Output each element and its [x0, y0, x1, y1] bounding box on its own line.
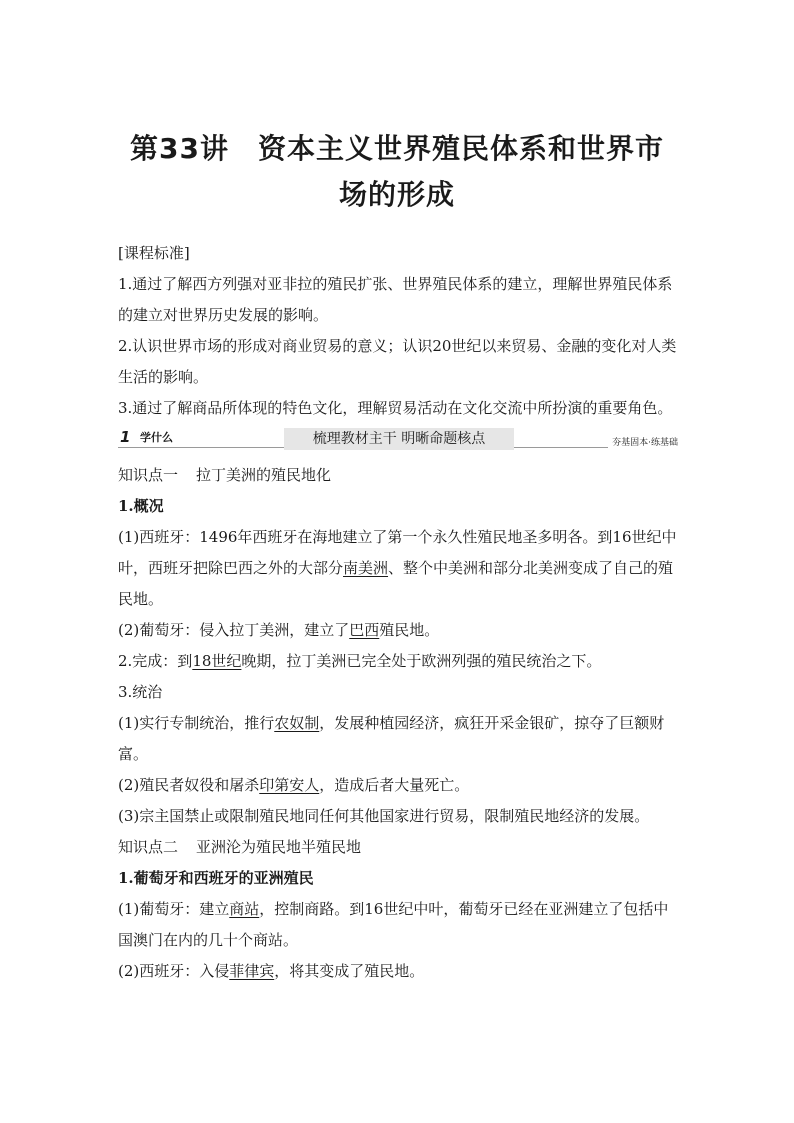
blank-answer: 菲律宾	[229, 962, 275, 980]
number-one-icon: 1	[120, 428, 131, 446]
blank-answer: 巴西	[349, 621, 380, 639]
kp1-heading-index: 知识点一	[118, 466, 179, 484]
text-run: ，将其变成了殖民地。	[274, 962, 425, 980]
banner-left-label: 学什么	[140, 431, 173, 444]
section-banner	[118, 426, 678, 456]
blank-answer: 农奴制	[274, 714, 320, 732]
banner-left	[120, 428, 173, 446]
title-line-2: 场的形成	[338, 178, 455, 211]
kp1-section-3-item-2	[118, 770, 678, 801]
kp2-section-1-item-1	[118, 894, 678, 956]
kp2-heading-title: 亚洲沦为殖民地半殖民地	[196, 838, 362, 856]
kp1-section-1-item-1	[118, 522, 678, 615]
kp1-section-3-item-3: (3)宗主国禁止或限制殖民地同任何其他国家进行贸易，限制殖民地经济的发展。	[118, 807, 650, 825]
knowledge-point-1-heading	[118, 460, 678, 491]
text-run: (1)西班牙：1496年西班牙在海地建立了第一个永久性殖民地圣多明各。到16世纪中叶，西班牙把除巴西之外的大部分	[118, 528, 677, 577]
banner-right-label: 夯基固本·练基础	[608, 435, 678, 448]
text-run: (1)葡萄牙：建立	[118, 900, 230, 918]
text-run: (2)殖民者奴役和屠杀	[118, 776, 260, 794]
kp1-section-1-item-2	[118, 615, 678, 646]
kp1-section-2	[118, 646, 678, 677]
standard-item-1: 1.通过了解西方列强对亚非拉的殖民扩张、世界殖民体系的建立，理解世界殖民体系的建立对世界历史发展的影响。	[118, 275, 673, 324]
document-body	[118, 238, 678, 987]
blank-answer: 南美洲	[343, 559, 389, 577]
text-run: (1)实行专制统治，推行	[118, 714, 275, 732]
title-line-1: 第33讲 资本主义世界殖民体系和世界市	[130, 132, 664, 165]
kp2-heading-index: 知识点二	[118, 838, 179, 856]
text-run: 2.完成：到	[118, 652, 193, 670]
text-run: (2)西班牙：入侵	[118, 962, 230, 980]
page-title	[110, 126, 684, 218]
kp2-section-1-item-2	[118, 956, 678, 987]
blank-answer: 印第安人	[259, 776, 320, 794]
text-run: ，控制商路。到16世纪中叶，葡萄牙已经在亚洲建立了包括中国澳门在内的几十个商站。	[118, 900, 669, 949]
kp1-heading-title: 拉丁美洲的殖民地化	[196, 466, 332, 484]
standard-item-2: 2.认识世界市场的形成对商业贸易的意义；认识20世纪以来贸易、金融的变化对人类生活的影响。	[118, 337, 677, 386]
kp2-section-1-title: 1.葡萄牙和西班牙的亚洲殖民	[118, 869, 314, 887]
kp1-section-3-title: 3.统治	[118, 683, 163, 701]
standard-item-3: 3.通过了解商品所体现的特色文化，理解贸易活动在文化交流中所扮演的重要角色。	[118, 399, 673, 417]
kp1-section-1-title: 1.概况	[118, 497, 164, 515]
text-run: 殖民地。	[379, 621, 440, 639]
text-run: 晚期，拉丁美洲已完全处于欧洲列强的殖民统治之下。	[241, 652, 602, 670]
text-run: (2)葡萄牙：侵入拉丁美洲，建立了	[118, 621, 350, 639]
blank-answer: 18世纪	[192, 652, 242, 670]
banner-center-label: 梳理教材主干 明晰命题核点	[284, 428, 514, 450]
text-run: ，造成后者大量死亡。	[319, 776, 470, 794]
kp1-section-3-item-1	[118, 708, 678, 770]
text-run: ，发展种植园经济，疯狂开采金银矿，掠夺了巨额财富。	[118, 714, 665, 763]
knowledge-point-2-heading	[118, 832, 678, 863]
standard-heading: [课程标准]	[118, 244, 190, 262]
text-run: 、整个中美洲和部分北美洲变成了自己的殖民地。	[118, 559, 674, 608]
blank-answer: 商站	[229, 900, 260, 918]
